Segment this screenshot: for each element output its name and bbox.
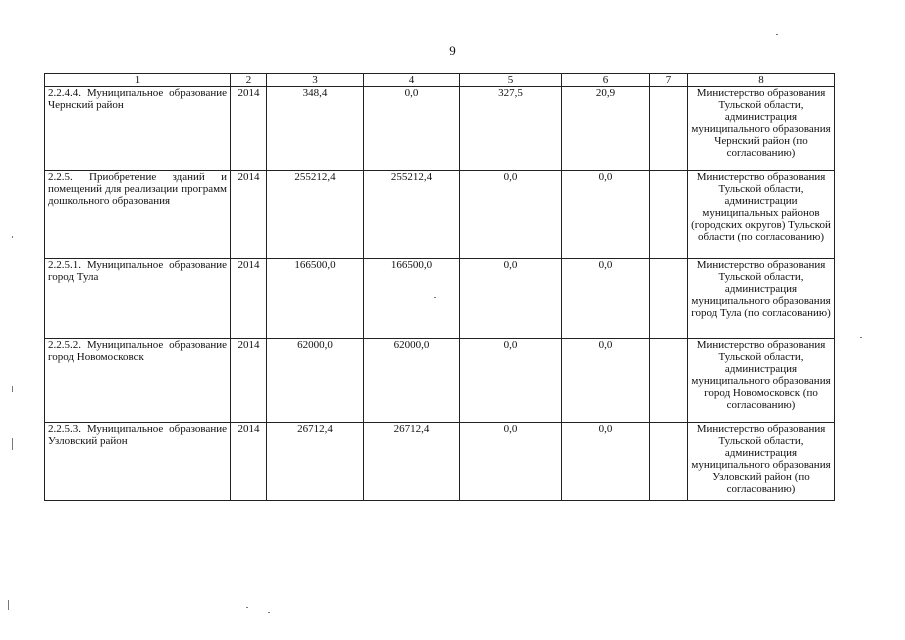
row-year: 2014: [231, 423, 267, 501]
cell-col6: 0,0: [562, 423, 650, 501]
cell-col6: 0,0: [562, 339, 650, 423]
cell-col3: 26712,4: [267, 423, 364, 501]
row-title: 2.2.5.3. Муниципальное образование Узловский район: [45, 423, 231, 501]
column-header: 4: [364, 74, 460, 87]
cell-col4: 255212,4: [364, 171, 460, 259]
page-number: 9: [449, 43, 456, 58]
row-title: 2.2.4.4. Муниципальное образование Чернский район: [45, 87, 231, 171]
cell-col6: 0,0: [562, 259, 650, 339]
row-title: 2.2.5.2. Муниципальное образование город Новомосковск: [45, 339, 231, 423]
row-executor: Министерство образования Тульской области, администрация муниципального образования город Новомосковск (по согласованию): [688, 339, 835, 423]
scan-speck: [12, 236, 13, 238]
row-year: 2014: [231, 87, 267, 171]
budget-table: [44, 73, 835, 501]
row-executor: Министерство образования Тульской области, администрация муниципального образования Узловский район (по согласованию): [688, 423, 835, 501]
cell-col7: [650, 87, 688, 171]
cell-col4: 62000,0: [364, 339, 460, 423]
column-header: 3: [267, 74, 364, 87]
cell-col3: 348,4: [267, 87, 364, 171]
row-title: 2.2.5. Приобретение зданий и помещений для реализации программ дошкольного образования: [45, 171, 231, 259]
table-row: [45, 339, 835, 423]
cell-col7: [650, 339, 688, 423]
column-header: 5: [460, 74, 562, 87]
column-header: 8: [688, 74, 835, 87]
cell-col6: 20,9: [562, 87, 650, 171]
column-header: 6: [562, 74, 650, 87]
cell-col5: 0,0: [460, 339, 562, 423]
row-year: 2014: [231, 259, 267, 339]
cell-col5: 0,0: [460, 259, 562, 339]
cell-col4: 26712,4: [364, 423, 460, 501]
header-row: [45, 74, 835, 87]
cell-col3: 62000,0: [267, 339, 364, 423]
row-year: 2014: [231, 339, 267, 423]
cell-col4: 0,0: [364, 87, 460, 171]
cell-col7: [650, 259, 688, 339]
scan-speck: [268, 612, 270, 613]
row-executor: Министерство образования Тульской области, администрация муниципального образования город Тула (по согласованию): [688, 259, 835, 339]
row-title: 2.2.5.1. Муниципальное образование город Тула: [45, 259, 231, 339]
cell-col4: 166500,0: [364, 259, 460, 339]
cell-col5: 0,0: [460, 171, 562, 259]
scan-speck: [12, 386, 13, 392]
column-header: 2: [231, 74, 267, 87]
row-executor: Министерство образования Тульской области, администрация муниципального образования Чернский район (по согласованию): [688, 87, 835, 171]
cell-col5: 327,5: [460, 87, 562, 171]
table-row: [45, 423, 835, 501]
table-row: [45, 259, 835, 339]
scan-speck: [8, 600, 9, 610]
cell-col3: 255212,4: [267, 171, 364, 259]
column-header: 7: [650, 74, 688, 87]
table-row: [45, 171, 835, 259]
scan-speck: [12, 438, 13, 450]
row-executor: Министерство образования Тульской области, администрации муниципальных районов (городских округов) Тульской области (по согласованию): [688, 171, 835, 259]
scan-speck: [434, 297, 436, 298]
cell-col7: [650, 171, 688, 259]
scan-speck: [246, 607, 248, 608]
cell-col6: 0,0: [562, 171, 650, 259]
cell-col5: 0,0: [460, 423, 562, 501]
scan-speck: [776, 34, 778, 35]
scan-speck: [860, 337, 862, 338]
column-header: 1: [45, 74, 231, 87]
cell-col3: 166500,0: [267, 259, 364, 339]
table-row: [45, 87, 835, 171]
row-year: 2014: [231, 171, 267, 259]
cell-col7: [650, 423, 688, 501]
